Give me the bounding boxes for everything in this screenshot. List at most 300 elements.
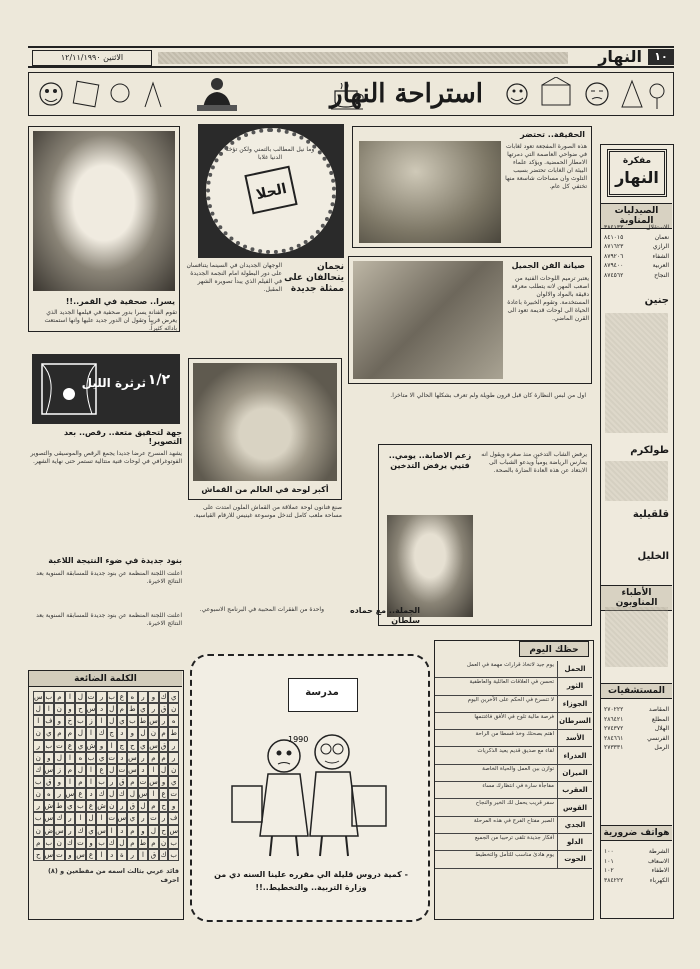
sign-text: لقاء مع صديق قديم يعيد الذكريات (477, 748, 554, 755)
crossword-cell[interactable]: ا (96, 849, 107, 861)
doctors-list (605, 607, 668, 667)
crossword-clue: قائد عربي بثالث اسمه من مقطعين و (٨) احرف (47, 867, 179, 884)
pharmacies-list (601, 223, 672, 280)
crossword-cell[interactable]: س (117, 812, 128, 824)
crossword-cell[interactable]: م (148, 837, 159, 849)
crossword-cell[interactable]: و (86, 837, 97, 849)
crossword-cell[interactable]: س (148, 776, 159, 788)
crossword-cell[interactable]: ع (159, 788, 169, 800)
crossword-cell[interactable]: ض (44, 825, 55, 837)
crossword-cell[interactable]: ب (44, 740, 55, 752)
crossword-cell[interactable]: ق (148, 849, 159, 861)
horoscope-row (435, 765, 592, 782)
crossword-cell[interactable]: ف (44, 715, 55, 727)
list-item: الرمل ٢٧٣٣٣١ (604, 744, 669, 751)
crossword-cell[interactable]: ح (159, 800, 169, 812)
crossword-cell[interactable]: ل (75, 764, 86, 776)
masthead (28, 46, 674, 68)
crossword-cell[interactable]: ي (65, 800, 76, 812)
elderly-photo (387, 515, 473, 617)
crossword-cell[interactable]: ه (44, 788, 55, 800)
crossword-cell[interactable]: ي (117, 715, 128, 727)
crossword-cell[interactable]: ق (159, 703, 169, 715)
crossword-cell[interactable]: ت (86, 691, 97, 703)
sidebar (600, 144, 674, 919)
crossword-cell[interactable]: ل (138, 727, 149, 739)
crossword-cell[interactable]: ن (168, 764, 179, 776)
hotlines-title: هواتف ضرورية (601, 825, 672, 841)
sign-text: فرصة مالية تلوح في الأفق فاغتنمها (474, 713, 554, 720)
magic-article (28, 428, 182, 606)
sign-text: سفر قريب يحمل لك الخير والنجاح (475, 800, 554, 807)
crossword-cell[interactable]: ن (148, 727, 159, 739)
crossword-cell[interactable]: ن (54, 703, 65, 715)
crossword-cell[interactable]: ا (148, 764, 159, 776)
crossword-cell[interactable]: ن (33, 727, 44, 739)
crossword-cell[interactable]: ر (117, 800, 128, 812)
list-item: الهلال ٢٧٤٣٧٢ (604, 725, 669, 732)
crossword-cell[interactable]: س (44, 849, 55, 861)
crossword-cell[interactable]: ا (96, 812, 107, 824)
sign-text: توازن بين العمل والحياة الخاصة (482, 765, 554, 772)
crossword-cell[interactable]: ش (86, 740, 97, 752)
crossword-cell[interactable]: ن (168, 703, 179, 715)
crossword-cell[interactable]: ك (54, 812, 65, 824)
yousra-body: تقوم الفنانة يسرا بدور صحفية في فيلمها الجديد الذي يعرض قريباً وتقول ان الدور جديد عليها وانها استمتعت بادائه كثيراً. (44, 309, 177, 331)
cartoon-faces-left (35, 77, 175, 111)
crossword-cell[interactable]: ر (33, 740, 44, 752)
crossword-cell[interactable]: ي (75, 740, 86, 752)
crossword-cell[interactable]: ه (127, 691, 138, 703)
page-number: ١٠ (648, 49, 674, 65)
logo-main: النهار (615, 168, 659, 187)
crossword-cell[interactable]: ع (86, 800, 97, 812)
crossword-cell[interactable]: ب (44, 691, 55, 703)
crossword-cell[interactable]: ي (138, 740, 149, 752)
sign-name: الحوت (557, 851, 592, 867)
crossword-cell[interactable]: ك (107, 837, 117, 849)
crossword-cell[interactable]: ب (33, 776, 44, 788)
crossword-cell[interactable]: ل (54, 752, 65, 764)
horoscope-row (435, 834, 592, 851)
crossword-cell[interactable]: ن (33, 752, 44, 764)
crossword-cell[interactable]: و (54, 776, 65, 788)
horoscope-row (435, 678, 592, 695)
crossword-cell[interactable]: ر (65, 812, 76, 824)
crossword-cell[interactable]: س (33, 691, 44, 703)
crossword-cell[interactable]: ع (117, 691, 128, 703)
crossword-cell[interactable]: ا (44, 703, 55, 715)
crossword-cell[interactable]: ل (107, 788, 117, 800)
crossword-cell[interactable]: ر (127, 849, 138, 861)
crossword-cell[interactable]: ا (96, 715, 107, 727)
crossword-cell[interactable]: م (65, 764, 76, 776)
magic-body: يشهد المسرح عرضاً جديداً يجمع الرقص والموسيقى والتصوير الفوتوغرافي في لوحات فنية متتالية تستمر حتى نهاية الشهر. (30, 450, 182, 465)
crossword-cell[interactable]: ل (148, 825, 159, 837)
crossword-cell[interactable]: ر (168, 740, 179, 752)
crossword-cell[interactable]: س (65, 788, 76, 800)
crossword-cell[interactable]: د (96, 703, 107, 715)
crossword-cell[interactable]: س (148, 715, 159, 727)
crossword-cell[interactable]: ر (107, 776, 117, 788)
crossword-cell[interactable]: ر (96, 691, 107, 703)
horoscope (434, 640, 594, 920)
crossword-cell[interactable]: و (54, 715, 65, 727)
crossword-cell[interactable]: ب (75, 715, 86, 727)
students-illustration-icon (212, 716, 412, 866)
banner-title: استراحة النهار (330, 79, 483, 109)
crossword-cell[interactable]: ع (65, 740, 76, 752)
magic-subbody: اعلنت اللجنة المنظمة عن بنود جديدة للمسابقة السنوية بعد النتائج الاخيرة. (36, 570, 182, 585)
crossword-cell[interactable]: ت (75, 837, 86, 849)
crossword-cell[interactable]: ر (33, 800, 44, 812)
crossword-cell[interactable]: ب (107, 691, 117, 703)
crossword-cell[interactable]: ه (168, 715, 179, 727)
calligraphy-motto: الحلا (244, 166, 297, 215)
sign-name: الحمل (557, 661, 592, 677)
horoscope-row (435, 730, 592, 747)
crossword-cell[interactable]: ح (33, 849, 44, 861)
crossword-cell[interactable]: خ (65, 715, 76, 727)
sign-name: الميزان (557, 765, 592, 781)
crossword-cell[interactable]: ج (117, 740, 128, 752)
doodles-icon (497, 77, 667, 111)
crossword-cell[interactable]: ب (86, 752, 97, 764)
horoscope-row (435, 747, 592, 764)
crossword-cell[interactable]: ا (65, 776, 76, 788)
date-line: الاثنين ١٢/١١/١٩٩٠ (32, 50, 152, 66)
hospitals-list (601, 705, 672, 753)
crossword-cell[interactable]: ك (159, 849, 169, 861)
crossword-cell[interactable]: ر (65, 825, 76, 837)
crossword-cell[interactable]: ر (138, 812, 149, 824)
crossword-cell[interactable]: ب (75, 800, 86, 812)
crossword-cell[interactable]: ق (117, 776, 128, 788)
crossword-cell[interactable]: ر (159, 812, 169, 824)
magic-headline: جهة لتحقيق متعة.. رقص.. بعد التصوير! (64, 428, 182, 446)
crossword-grid[interactable] (33, 691, 179, 861)
crossword-cell[interactable]: ي (86, 825, 97, 837)
crossword-cell[interactable]: ل (117, 837, 128, 849)
crossword-cell[interactable]: و (44, 752, 55, 764)
crossword-cell[interactable]: د (117, 752, 128, 764)
crossword-cell[interactable]: ل (107, 703, 117, 715)
sign-label: مدرسة (305, 687, 339, 698)
list-item: الشفاء ٨٧٩٢٠٦ (604, 252, 669, 260)
crossword-cell[interactable]: س (54, 825, 65, 837)
crossword-cell[interactable]: ط (54, 800, 65, 812)
crossword-cell[interactable]: ك (96, 727, 107, 739)
crossword-cell[interactable]: ن (54, 837, 65, 849)
city-tulkarm: طولكرم (630, 445, 669, 456)
crossword-cell[interactable]: ش (44, 800, 55, 812)
jenin-list (605, 313, 668, 433)
cartoon (190, 654, 430, 922)
crossword-cell[interactable]: ر (138, 691, 149, 703)
crossword (28, 670, 184, 920)
fabric-article (188, 358, 342, 500)
crossword-cell[interactable]: ت (117, 764, 128, 776)
yousra-photo (33, 131, 175, 291)
half-night-title: ثرثرة الليل (81, 376, 146, 390)
forest-article (352, 126, 592, 248)
crossword-cell[interactable]: ق (159, 740, 169, 752)
fabric-photo (193, 363, 337, 481)
crossword-cell[interactable]: ح (127, 740, 138, 752)
crossword-cell[interactable]: ك (33, 764, 44, 776)
crossword-cell[interactable]: م (65, 727, 76, 739)
elderly-headline: زعم الاصابة.. يومي.. فتيي يرفض التدخين (388, 451, 472, 470)
cartoon-caption: - كمية دروس قليلة الي مقرره علينا السنه دي من وزارة التربية.. والتخطيط..!! (214, 870, 408, 892)
paper-name: النهار (598, 47, 642, 66)
sign-text: تحسن في العلاقات العائلية والعاطفية (469, 679, 554, 686)
yousra-headline: يسرا.. صحفية في القمر..!! (65, 297, 175, 306)
crossword-cell[interactable]: ع (86, 849, 97, 861)
stage-icon (38, 360, 100, 418)
sign-name: الثور (557, 678, 592, 694)
crossword-cell[interactable]: ي (44, 727, 55, 739)
half-night-fraction: ١/٢ (147, 372, 170, 388)
list-item: الفرنسي ٢٨٤٦٦١ (604, 734, 669, 742)
cartoon-sign (288, 678, 358, 712)
crossword-cell[interactable]: ت (54, 740, 65, 752)
crossword-cell[interactable]: ب (168, 837, 179, 849)
crossword-cell[interactable]: ن (33, 825, 44, 837)
crossword-cell[interactable]: ط (138, 715, 149, 727)
crossword-cell[interactable]: م (117, 703, 128, 715)
crossword-cell[interactable]: د (107, 849, 117, 861)
crossword-cell[interactable]: د (86, 788, 97, 800)
crossword-cell[interactable]: ك (159, 691, 169, 703)
crossword-cell[interactable]: س (168, 825, 179, 837)
crossword-cell[interactable]: ح (75, 703, 86, 715)
crossword-cell[interactable]: د (117, 825, 128, 837)
crossword-cell[interactable]: ل (86, 812, 97, 824)
sign-name: الجوزاء (557, 696, 592, 712)
crossword-cell[interactable]: ل (159, 764, 169, 776)
list-item: النجاح ٨٧٤٥٦٢ (604, 271, 669, 279)
art-article (348, 256, 592, 384)
sign-text: الصبر مفتاح الفرج في هذه المرحلة (473, 817, 554, 824)
crossword-cell[interactable]: ن (107, 800, 117, 812)
elderly-body: يرفض الشاب التدخين منذ صغره ويقول انه يمارس الرياضة يومياً ويدعو الشباب الى الابتعاد عن هذه العادة الضارة بالصحة. (481, 451, 587, 474)
stars-headline: نجمان يتحالفان على ممثلة جديدة (284, 262, 344, 294)
crossword-cell[interactable]: س (86, 703, 97, 715)
art-headline: صيانة الفن الجميل (511, 261, 585, 270)
crossword-cell[interactable]: ة (117, 849, 128, 861)
crossword-cell[interactable]: و (96, 740, 107, 752)
crossword-cell[interactable]: ل (75, 727, 86, 739)
list-item: المطلع ٢٨٦٤٢١ (604, 715, 669, 723)
elderly-article (348, 392, 592, 626)
city-hebron: الخليل (637, 551, 669, 562)
crossword-cell[interactable]: م (159, 752, 169, 764)
crossword-cell[interactable]: م (159, 727, 169, 739)
crossword-cell[interactable]: ل (138, 800, 149, 812)
fabric-headline: أكبر لوحة في العالم من القماش (201, 485, 329, 494)
crossword-cell[interactable]: س (44, 764, 55, 776)
sign-name: العذراء (557, 747, 592, 763)
horoscope-row (435, 817, 592, 834)
crossword-cell[interactable]: ت (107, 752, 117, 764)
crossword-cell[interactable]: ب (127, 715, 138, 727)
crossword-cell[interactable]: ل (75, 691, 86, 703)
crossword-cell[interactable]: ل (127, 788, 138, 800)
crossword-cell[interactable]: ز (86, 715, 97, 727)
crossword-cell[interactable]: ا (86, 764, 97, 776)
crossword-cell[interactable]: م (127, 825, 138, 837)
crossword-cell[interactable]: ف (168, 812, 179, 824)
crossword-cell[interactable]: ط (138, 837, 149, 849)
crossword-cell[interactable]: ي (138, 703, 149, 715)
crossword-cell[interactable]: ب (168, 849, 179, 861)
list-item: الشرطة ١٠٠ (604, 848, 669, 855)
crossword-cell[interactable]: ا (107, 740, 117, 752)
calligraphy-art (198, 124, 344, 258)
crossword-cell[interactable]: ك (117, 788, 128, 800)
crossword-cell[interactable]: د (117, 727, 128, 739)
crossword-cell[interactable]: ر (159, 715, 169, 727)
crossword-cell[interactable]: ي (96, 752, 107, 764)
stars-article (186, 262, 344, 356)
list-item: العربية ٨٧٩٤٠٠ (604, 262, 669, 269)
crossword-cell[interactable]: و (159, 776, 169, 788)
crossword-cell[interactable]: و (138, 825, 149, 837)
crossword-cell[interactable]: ن (33, 788, 44, 800)
crossword-cell[interactable]: ل (33, 703, 44, 715)
crossword-cell[interactable]: م (148, 752, 159, 764)
crossword-cell[interactable]: ن (159, 837, 169, 849)
crossword-cell[interactable]: ا (86, 727, 97, 739)
list-item: الاسعاف ١٠١ (604, 857, 669, 865)
crossword-cell[interactable]: ش (96, 800, 107, 812)
sign-text: لا تتسرع في الحكم على الآخرين اليوم (467, 696, 554, 703)
doctors-title: الأطباء المناوبون (601, 585, 672, 611)
banner (28, 72, 674, 116)
crossword-cell[interactable]: س (44, 812, 55, 824)
sign-name: الأسد (557, 730, 592, 746)
crossword-cell[interactable]: ق (127, 800, 138, 812)
crossword-cell[interactable]: س (75, 849, 86, 861)
crossword-cell[interactable]: ق (44, 776, 55, 788)
crossword-cell[interactable]: م (127, 837, 138, 849)
crossword-cell[interactable]: ل (107, 764, 117, 776)
crossword-cell[interactable]: ا (65, 691, 76, 703)
horoscope-list (435, 661, 592, 869)
crossword-cell[interactable]: س (148, 740, 159, 752)
crossword-cell[interactable]: ا (138, 849, 149, 861)
crossword-cell[interactable]: ه (75, 752, 86, 764)
crossword-cell[interactable]: ط (127, 703, 138, 715)
crossword-cell[interactable]: ك (65, 837, 76, 849)
crossword-cell[interactable]: ب (96, 776, 107, 788)
crossword-cell[interactable]: م (75, 776, 86, 788)
crossword-cell[interactable]: ر (168, 752, 179, 764)
half-night-box (32, 354, 180, 424)
crossword-cell[interactable]: و (65, 703, 76, 715)
crossword-cell[interactable]: س (96, 825, 107, 837)
short-note-body: واحدة من الفقرات المحببة في البرنامج الاسبوعي. (199, 606, 324, 613)
crossword-cell[interactable]: ك (75, 825, 86, 837)
crossword-cell[interactable]: ت (148, 812, 159, 824)
crossword-cell[interactable]: م (54, 691, 65, 703)
cartoon-faces-right (497, 77, 667, 111)
sign-name: الدلو (557, 834, 592, 850)
crossword-cell[interactable]: ي (168, 776, 179, 788)
list-item: الكهرباء ٣٨٤٢٢٢ (604, 876, 669, 884)
sign-text: اهتم بصحتك وخذ قسطا من الراحة (475, 731, 554, 738)
sidebar-logo (607, 149, 667, 197)
horoscope-title: حظك اليوم (519, 641, 589, 657)
art-body: يعتبر ترميم اللوحات الفنية من اصعب المهن لانه يتطلب معرفة دقيقة بالمواد والالوان المستخدمة. وتقوم الخبيرة باعادة الحياة الى لوحات قديمة تعود الى القرن الماضي. (507, 275, 589, 322)
list-item: الاستقلال ٣٨٤١٣٣ (604, 224, 669, 231)
crossword-cell[interactable]: ر (54, 788, 65, 800)
crossword-cell[interactable]: ح (159, 825, 169, 837)
horoscope-row (435, 696, 592, 713)
crossword-cell[interactable]: ج (107, 727, 117, 739)
crossword-cell[interactable]: ا (86, 776, 97, 788)
crossword-cell[interactable]: ب (44, 837, 55, 849)
crossword-cell[interactable]: س (138, 788, 149, 800)
crossword-cell[interactable]: و (65, 849, 76, 861)
crossword-cell[interactable]: و (168, 800, 179, 812)
crossword-title: الكلمة الضائعة (29, 671, 182, 687)
crossword-cell[interactable]: ل (107, 715, 117, 727)
presenter-icon (195, 75, 239, 113)
crossword-cell[interactable]: ر (148, 703, 159, 715)
crossword-cell[interactable]: ك (96, 788, 107, 800)
crossword-cell[interactable]: م (148, 800, 159, 812)
coffee-cup-icon (329, 83, 369, 111)
crossword-cell[interactable]: ا (148, 788, 159, 800)
crossword-cell[interactable]: م (33, 837, 44, 849)
list-item: المقاصد ٢٧٠٢٢٢ (604, 706, 669, 713)
crossword-cell[interactable]: ي (168, 691, 179, 703)
crossword-cell[interactable]: و (148, 691, 159, 703)
crossword-cell[interactable]: ز (54, 764, 65, 776)
crossword-cell[interactable]: م (54, 727, 65, 739)
crossword-cell[interactable]: س (127, 764, 138, 776)
forest-kicker: الحقيقة.. تحتضر (520, 130, 585, 139)
sign-name: السرطان (557, 713, 592, 729)
crossword-cell[interactable]: ع (96, 764, 107, 776)
crossword-cell[interactable]: ع (75, 788, 86, 800)
crossword-cell[interactable]: ر (138, 752, 149, 764)
crossword-cell[interactable]: ب (33, 812, 44, 824)
sign-text: أفكار جديدة تلقى ترحيبا من الجميع (474, 834, 554, 841)
crossword-cell[interactable]: ا (33, 715, 44, 727)
crossword-cell[interactable]: ي (127, 812, 138, 824)
crossword-cell[interactable]: م (127, 776, 138, 788)
city-jenin: جنين (644, 295, 669, 306)
crossword-cell[interactable]: ت (54, 849, 65, 861)
magic-subhead: بنود جديدة في ضوء النتيجة اللاعبة (48, 556, 182, 565)
forest-photo (359, 141, 501, 243)
pharmacies-title: الصيدليات المناوبة (601, 203, 672, 229)
crossword-cell[interactable]: ت (168, 788, 179, 800)
crossword-cell[interactable]: ا (75, 812, 86, 824)
crossword-cell[interactable]: ا (65, 752, 76, 764)
crossword-cell[interactable]: ت (107, 812, 117, 824)
fabric-body: صنع فنانون لوحة عملاقة من القماش الملون امتدت على مساحة ملعب كامل لتدخل موسوعة غينيس للارقام القياسية. (193, 504, 342, 519)
crossword-cell[interactable]: ت (138, 776, 149, 788)
crossword-cell[interactable]: د (138, 764, 149, 776)
crossword-cell[interactable]: ب (96, 837, 107, 849)
crossword-cell[interactable]: ط (168, 727, 179, 739)
crossword-cell[interactable]: س (127, 752, 138, 764)
crossword-cell[interactable]: ا (107, 825, 117, 837)
crossword-cell[interactable]: و (127, 727, 138, 739)
